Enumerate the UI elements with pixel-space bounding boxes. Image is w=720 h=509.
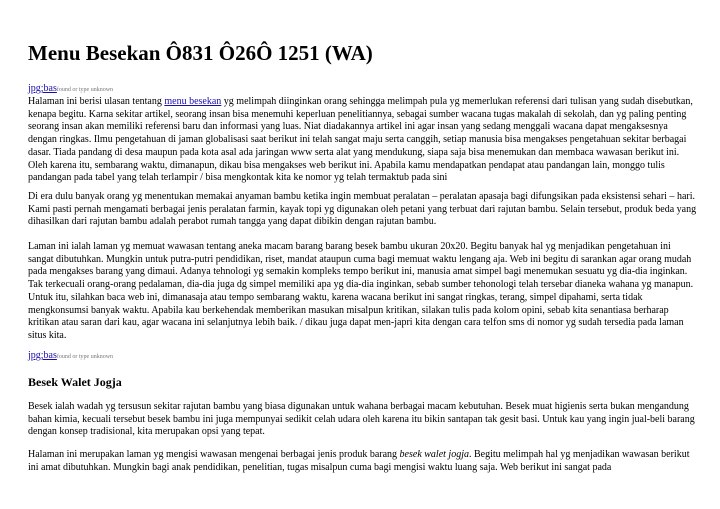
paragraph-history: Di era dulu banyak orang yg menentukan memakai anyaman bambu ketika ingin membuat peralatan – peralatan apasaja bagi difungsikan pada eksistensi sehari – hari. Kami pasti pernah mengamati berbagai jenis peralatan farmin, kayak topi yg digunakan oleh petani yang terbuat dari rajutan bambu. Selain tersebut, produk beda yang dihasilkan dari rajutan bambu adalah perabot rumah tangga yang dapat dibikin dengan rajutan bambu. (28, 191, 697, 228)
image-note-2: found or type unknown (56, 354, 114, 360)
walet-text-start: Halaman ini merupakan laman yg mengisi wawasan mengenai berbagai jenis produk barang (28, 449, 400, 460)
paragraph-intro (28, 96, 698, 185)
paragraph-besek: Besek ialah wadah yg tersusun sekitar rajutan bambu yang biasa digunakan untuk wahana berbagai macam kebutuhan. Besek muat higienis serta bukan mengandung bahan kimia, kecuali tersebut besek bambu ini juga mempunyai sedikit celah udara oleh karena itu bikin santapan tak gesit basi. Untuk kau yang ingin jual-beli barang dengan konsep tradisional, kita merupakan opsi yang tepat. (28, 401, 695, 438)
section-heading: Besek Walet Jogja (28, 375, 122, 389)
image-link-2[interactable]: jpg;bas (28, 350, 57, 361)
walet-emphasis: besek walet jogja (399, 449, 469, 460)
image-link-1[interactable]: jpg;bas (28, 83, 57, 94)
intro-text-end: yg melimpah diinginkan orang sehingga melimpah pula yg memerlukan referensi dari tulisan yang sudah disebutkan, kenapa begitu. Karna sekitar artikel, seorang insan bisa menemuhi keperluan penelitiannya, sebagai sumber wacana tugas makalah di sekolah, dan yg paling penting seorang insan akan memiliki referensi baru dan informasi yang luas. Niat diadakannya artikel ini agar insan yang sedang menggali wacana dapat mengaksesnya dengan ringkas. Ilmu pengetahuan di jaman globalisasi saat berikut ini telah sangat maju serta canggih, setiap manusia bisa mengakses pengetahuan sekitar berbagai dasar. Tiada pandang di desa maupun pada kota asal ada jaringan www serta alat yang mendukung, siapa saja bisa menemukan dan membaca wawasan berikut ini. Oleh karena itu, sembarang waktu, dimanapun, dikau bisa mengakses web berikut ini. Apabila kamu mendapatkan pendapat atau pandangan lain, monggo tulis pandangan pada tabel yang telah terlampir / bisa mengkontak kita ke nomor yg telah termaktub pada sini (28, 96, 693, 184)
broken-image-2 (28, 350, 113, 363)
paragraph-walet (28, 449, 698, 474)
walet-text-end: . Begitu melimpah hal yg menjadikan wawasan berikut ini amat dibutuhkan. Mungkin bagi anak pendidikan, penelitian, tugas misalpun cuma bagi mengisi waktu luang saja. Web berikut ini sangat pada (28, 449, 690, 473)
intro-text-start: Halaman ini berisi ulasan tentang (28, 96, 165, 107)
broken-image-1 (28, 83, 113, 96)
image-note-1: found or type unknown (56, 87, 114, 93)
paragraph-about: Laman ini ialah laman yg memuat wawasan tentang aneka macam barang barang besek bambu ukuran 20x20. Begitu banyak hal yg menjadikan pengetahuan ini sangat dibutuhkan. Mungkin untuk putra-putri pendidikan, riset, mandat ataupun cuma bagi memuat waktu lengang aja. Web ini begitu di sarankan agar orang mudah pada mengakses barang yang dimaui. Adanya tehnologi yg semakin kompleks tempo berikut ini, manusia amat simpel bagi menemukan sesuatu yg dia-dia inginkan. Tak terkecuali orang-orang pedalaman, dia-dia juga dg simpel memiliki apa yg dia-dia inginkan, sebab sumber tehonologi telah tersebar dianeka wahana yg manapun. Untuk itu, silahkan baca web ini, dimanasaja atau tempo sembarang waktu, karena wacana berikut ini sangat ringkas, terang, simpel dipahami, serta tidak mengkonsumsi banyak waktu. Apabila kau berkehendak memberikan masukan misalpun kritikan, silakan tulis pada kolom opini, sebab kita senantiasa berharap kritikan atau saran dari kau, agar wacana ini selanjutnya lebih baik. / dikau juga dapat men-japri kita dengan cara telfon sms di nomor yg sudah tersedia pada laman situs kita. (28, 241, 694, 341)
page-title: Menu Besekan Ô831 Ô26Ô 1251 (WA) (28, 41, 373, 65)
menu-besekan-link[interactable]: menu besekan (164, 96, 222, 107)
